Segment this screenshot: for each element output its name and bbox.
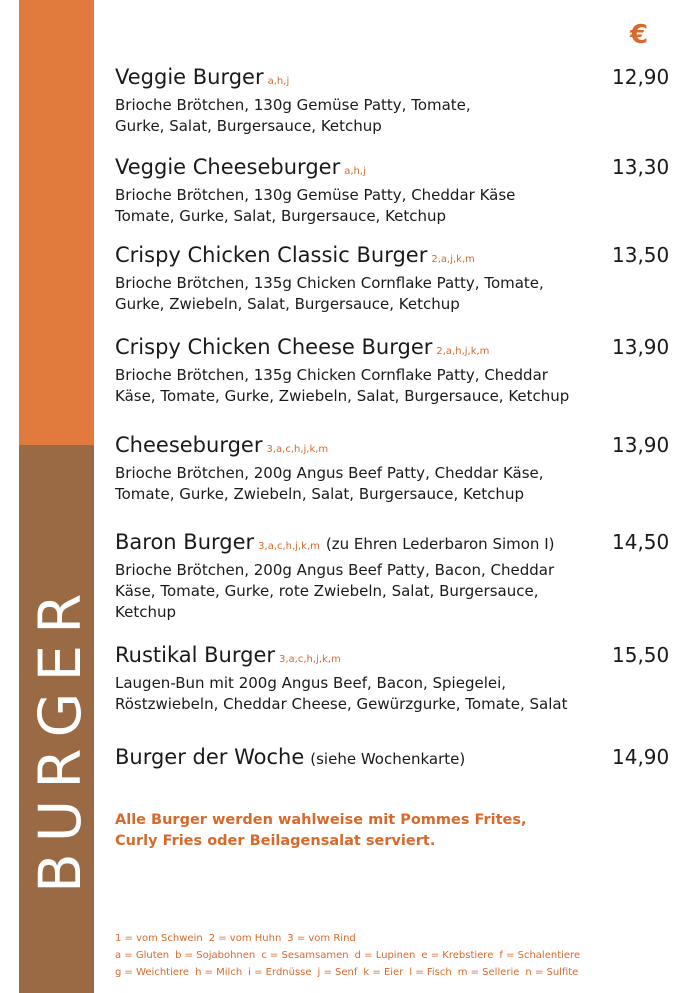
legend-entry: b = Sojabohnen [175, 950, 256, 961]
item-allergens: 2,a,j,k,m [431, 254, 475, 265]
item-price: 14,50 [612, 530, 670, 554]
item-price: 13,90 [612, 433, 670, 457]
item-name: Baron Burger [115, 530, 255, 554]
menu-item [115, 242, 590, 315]
menu-item [115, 154, 590, 227]
item-name-row [115, 642, 590, 673]
item-name: Crispy Chicken Classic Burger [115, 243, 428, 267]
item-name-row [115, 432, 590, 463]
item-note: (siehe Wochenkarte) [310, 750, 466, 768]
item-name-row [115, 242, 590, 273]
legend-entry: 1 = vom Schwein [115, 933, 203, 944]
item-allergens: 3,a,c,h,j,k,m [258, 541, 320, 552]
item-name: Crispy Chicken Cheese Burger [115, 335, 433, 359]
legend-entry: f = Schalentiere [499, 950, 581, 961]
item-name-row [115, 154, 590, 185]
item-description-line: Brioche Brötchen, 200g Angus Beef Patty, Bacon, Cheddar [115, 561, 555, 579]
legend-entry: h = Milch [195, 967, 243, 978]
item-allergens: 2,a,h,j,k,m [436, 346, 490, 357]
item-name: Burger der Woche [115, 745, 305, 769]
section-title: BURGER [26, 582, 94, 893]
item-price: 15,50 [612, 643, 670, 667]
menu-item [115, 334, 590, 407]
legend-entry: e = Krebstiere [421, 950, 494, 961]
menu-item [115, 642, 590, 715]
item-description-line: Tomate, Gurke, Salat, Burgersauce, Ketchup [115, 207, 447, 225]
item-price: 13,30 [612, 155, 670, 179]
item-name-row [115, 334, 590, 365]
legend-entry: n = Sulfite [525, 967, 579, 978]
legend-entry: m = Sellerie [457, 967, 520, 978]
item-price: 13,50 [612, 243, 670, 267]
legend-entry: d = Lupinen [354, 950, 416, 961]
menu-item [115, 432, 590, 505]
info-line: Curly Fries oder Beilagensalat serviert. [115, 833, 436, 849]
menu-item [115, 64, 590, 137]
menu-item [115, 744, 590, 772]
legend-entry: k = Eier [363, 967, 404, 978]
item-note: (zu Ehren Lederbaron Simon I) [325, 535, 555, 553]
legend-entry: i = Erdnüsse [248, 967, 312, 978]
legend-entry: j = Senf [317, 967, 358, 978]
item-allergens: 3,a,c,h,j,k,m [266, 444, 329, 455]
item-description-line: Ketchup [115, 603, 176, 621]
item-description-line: Röstzwiebeln, Cheddar Cheese, Gewürzgurke, Tomate, Salat [115, 695, 568, 713]
item-description-line: Laugen-Bun mit 200g Angus Beef, Bacon, Spiegelei, [115, 674, 507, 692]
legend-entry: c = Sesamsamen [261, 950, 349, 961]
item-allergens: 3,a,c,h,j,k,m [279, 654, 341, 665]
item-price: 12,90 [612, 65, 670, 89]
item-description-line: Brioche Brötchen, 130g Gemüse Patty, Tomate, [115, 96, 471, 114]
item-description-line: Gurke, Salat, Burgersauce, Ketchup [115, 117, 382, 135]
item-name-row [115, 64, 590, 95]
legend-entry: l = Fisch [409, 967, 452, 978]
item-name-row [115, 744, 590, 772]
item-description-line: Käse, Tomate, Gurke, rote Zwiebeln, Salat, Burgersauce, [115, 582, 539, 600]
legend-entry: 2 = vom Huhn [208, 933, 282, 944]
item-description-line: Tomate, Gurke, Zwiebeln, Salat, Burgersauce, Ketchup [115, 485, 524, 503]
orange-side-band [19, 0, 94, 445]
item-name-row [115, 529, 590, 560]
item-allergens: a,h,j [267, 76, 290, 87]
side-dish-info [115, 810, 527, 852]
item-name: Rustikal Burger [115, 643, 276, 667]
item-name: Veggie Cheeseburger [115, 155, 341, 179]
legend-line [115, 947, 586, 964]
item-description-line: Brioche Brötchen, 130g Gemüse Patty, Cheddar Käse [115, 186, 516, 204]
currency-symbol: € [630, 20, 649, 50]
item-price: 13,90 [612, 335, 670, 359]
info-line: Alle Burger werden wahlweise mit Pommes Frites, [115, 812, 527, 828]
legend-entry: g = Weichtiere [115, 967, 190, 978]
item-name: Cheeseburger [115, 433, 263, 457]
item-description-line: Brioche Brötchen, 200g Angus Beef Patty, Cheddar Käse, [115, 464, 544, 482]
item-description-line: Gurke, Zwiebeln, Salat, Burgersauce, Ketchup [115, 295, 460, 313]
legend-entry: a = Gluten [115, 950, 170, 961]
item-description-line: Brioche Brötchen, 135g Chicken Cornflake Patty, Tomate, [115, 274, 544, 292]
legend-line [115, 964, 586, 981]
menu-item [115, 529, 590, 623]
item-description-line: Käse, Tomate, Gurke, Zwiebeln, Salat, Burgersauce, Ketchup [115, 387, 570, 405]
item-allergens: a,h,j [344, 166, 366, 177]
item-price: 14,90 [612, 745, 670, 769]
allergen-legend [115, 930, 586, 981]
legend-line [115, 930, 586, 947]
item-name: Veggie Burger [115, 65, 264, 89]
item-description-line: Brioche Brötchen, 135g Chicken Cornflake Patty, Cheddar [115, 366, 548, 384]
legend-entry: 3 = vom Rind [287, 933, 356, 944]
